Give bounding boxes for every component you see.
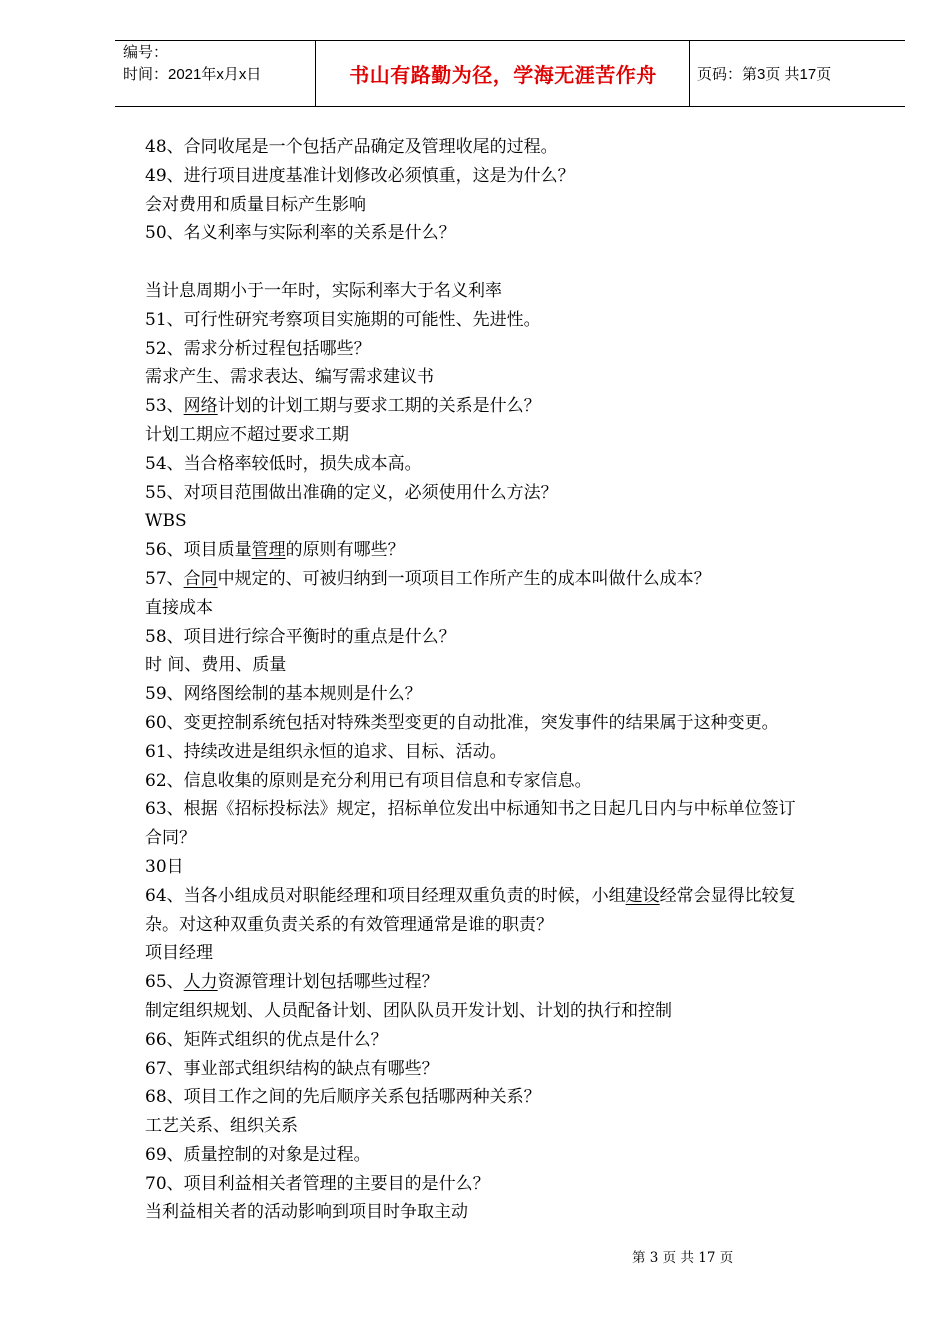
text-line: 69、质量控制的对象是过程。 [145,1144,371,1165]
text-line: 计划工期应不超过要求工期 [145,424,349,445]
hyperlink-term[interactable]: 网络 [183,396,218,417]
text-line: 杂。对这种双重负责关系的有效管理通常是谁的职责？ [145,914,553,935]
number-label: 编号： [123,44,169,61]
text-line: 58、项目进行综合平衡时的重点是什么？ [145,626,456,647]
hyperlink-term[interactable]: 人力 [183,972,218,993]
text-line: 61、持续改进是组织永恒的追求、目标、活动。 [145,741,507,762]
text-line: 当利益相关者的活动影响到项目时争取主动 [145,1202,468,1223]
text-line: 52、需求分析过程包括哪些？ [145,338,371,359]
hyperlink-term[interactable]: 合同 [183,568,218,589]
time-label: 时间：2021年x月x日 [123,66,262,83]
text-line: 51、可行性研究考察项目实施期的可能性、先进性。 [145,309,541,330]
hyperlink-term[interactable]: 管理 [251,540,286,561]
text-line: 时 间、费用、质量 [145,655,287,676]
text-line: 需求产生、需求表达、编写需求建议书 [145,367,434,388]
text-line: 50、名义利率与实际利率的关系是什么？ [145,223,456,244]
text-line: 合同？ [145,828,196,849]
header-divider [689,40,690,107]
header-meta [123,42,261,86]
text-line: 65、人力资源管理计划包括哪些过程？ [145,972,439,993]
text-line: 54、当合格率较低时，损失成本高。 [145,453,422,474]
page-footer: 第 3 页 共 17 页 [632,1250,734,1266]
text-line: 57、合同中规定的、可被归纳到一项项目工作所产生的成本叫做什么成本？ [145,568,711,589]
text-line: 当计息周期小于一年时，实际利率大于名义利率 [145,280,502,301]
text-line: 68、项目工作之间的先后顺序关系包括哪两种关系？ [145,1087,541,1108]
text-line: 59、网络图绘制的基本规则是什么？ [145,684,422,705]
text-line: 67、事业部式组织结构的缺点有哪些？ [145,1058,439,1079]
document-body [145,133,885,1227]
text-line: 工艺关系、组织关系 [145,1116,298,1137]
text-line: 55、对项目范围做出准确的定义，必须使用什么方法？ [145,482,558,503]
text-line: 53、网络计划的计划工期与要求工期的关系是什么？ [145,396,541,417]
text-line: 会对费用和质量目标产生影响 [145,194,366,215]
text-line: 56、项目质量管理的原则有哪些？ [145,540,405,561]
text-line: 63、根据《招标投标法》规定，招标单位发出中标通知书之日起几日内与中标单位签订 [145,799,796,820]
text-line: 60、变更控制系统包括对特殊类型变更的自动批准，突发事件的结果属于这种变更。 [145,712,779,733]
text-line: 30日 [145,856,184,877]
text-line: 制定组织规划、人员配备计划、团队队员开发计划、计划的执行和控制 [145,1000,672,1021]
text-line: 直接成本 [145,597,213,618]
header-page-info: 页码：第3页 共17页 [697,66,832,83]
text-line: 64、当各小组成员对职能经理和项目经理双重负责的时候，小组建设经常会显得比较复 [145,885,796,906]
text-line: WBS [145,511,187,532]
text-line: 66、矩阵式组织的优点是什么？ [145,1029,388,1050]
header-motto: 书山有路勤为径，学海无涯苦作舟 [349,63,657,87]
text-line: 62、信息收集的原则是充分利用已有项目信息和专家信息。 [145,770,592,791]
page-header [115,40,905,107]
hyperlink-term[interactable]: 建设 [625,885,660,906]
text-line: 49、进行项目进度基准计划修改必须慎重，这是为什么？ [145,165,575,186]
blank-line [145,248,885,277]
text-line: 48、合同收尾是一个包括产品确定及管理收尾的过程。 [145,137,558,157]
text-line: 70、项目利益相关者管理的主要目的是什么？ [145,1173,490,1194]
header-divider [315,40,316,107]
text-line: 项目经理 [145,943,213,964]
